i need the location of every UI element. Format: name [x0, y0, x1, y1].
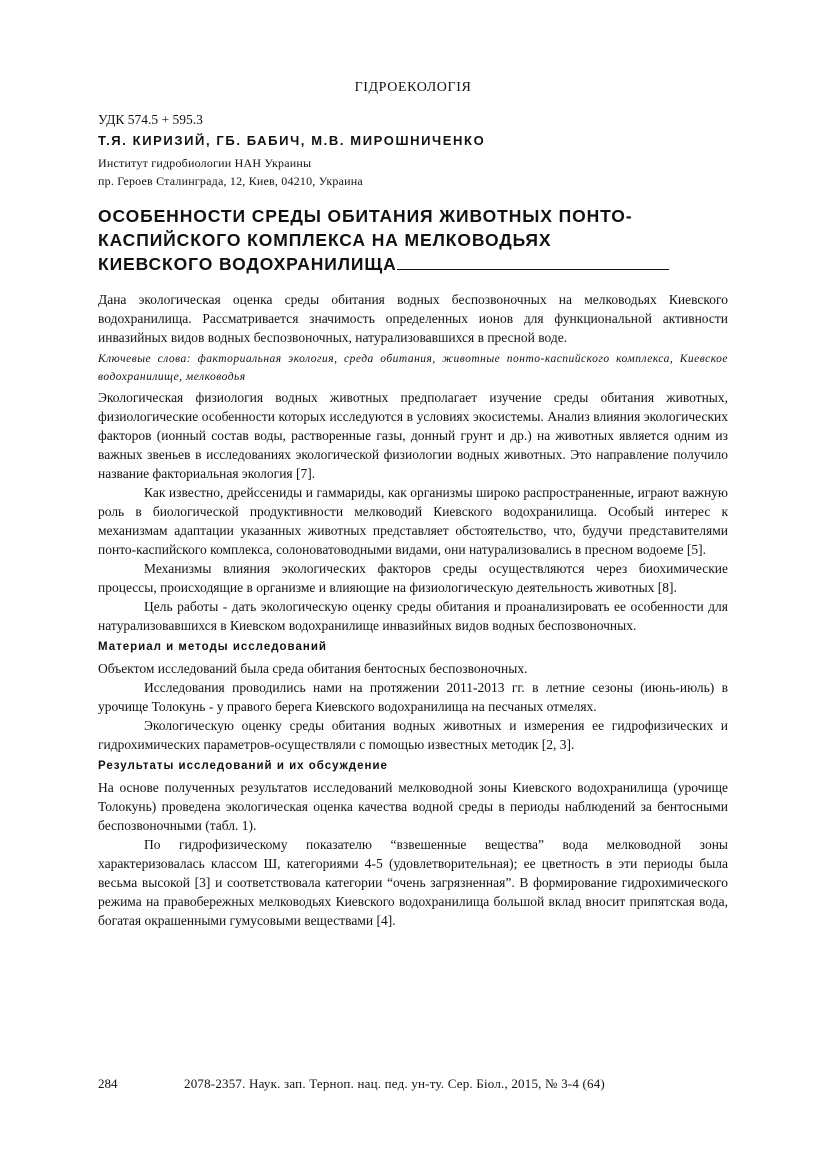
paragraph: Как известно, дрейссениды и гаммариды, как организмы широко распространенные, играют важную роль в биологической продуктивности мелководий Киевского водохранилища. Особый интерес к механизмам адаптации указанных животных представляет обстоятельство, что, будучи представителями понто-каспийского комплекса, солоноватоводными видами, они натурализовались в пресном водоеме [5].: [98, 485, 728, 557]
page-number: 284: [98, 1076, 118, 1091]
paragraph: Экологическая физиология водных животных предполагает изучение среды обитания животных, физиологические особенности которых исследуются в условиях экосистемы. Анализ влияния экологических факторов (ионный состав воды, растворенные газы, донный грунт и др.) на животных является одним из важных звеньев в исследованиях экологической физиологии водных животных. Это направление получило название факториальная экология [7].: [98, 390, 728, 481]
paragraph: Объектом исследований была среда обитания бентосных беспозвоночных.: [98, 661, 528, 676]
title-line-2: КАСПИЙСКОГО КОМПЛЕКСА НА МЕЛКОВОДЬЯХ: [98, 230, 552, 250]
paragraph: Цель работы - дать экологическую оценку среды обитания и проанализировать ее особенности для натурализовавшихся в Киевском водохранилище инвазийных видов водных беспозвоночных.: [98, 599, 728, 633]
authors: Т.Я. КИРИЗИЙ, ГБ. БАБИЧ, М.В. МИРОШНИЧЕНКО: [98, 133, 486, 148]
title-line-3: КИЕВСКОГО ВОДОХРАНИЛИЩА: [98, 254, 397, 274]
paragraph: Исследования проводились нами на протяжении 2011-2013 гг. в летние сезоны (июнь-июль) в урочище Толокунь - у правого берега Киевского водохранилища на песчаных отмелях.: [98, 680, 728, 714]
abstract: Дана экологическая оценка среды обитания водных беспозвоночных на мелководьях Киевского водохранилища. Рассматривается значимость определенных ионов для функциональной активности инвазийных видов водных беспозвоночных, натурализовавшихся в пресной воде.: [98, 292, 728, 345]
article-body: [98, 388, 728, 930]
affiliation: [98, 154, 363, 190]
section-heading-results: Результаты исследований и их обсуждение: [98, 760, 388, 772]
paragraph: Механизмы влияния экологических факторов среды осуществляются через биохимические процессы, происходящие в организме и влияющие на физиологическую деятельность животных [8].: [98, 561, 728, 595]
keywords: Ключевые слова: факториальная экология, среда обитания, животные понто-каспийского комплекса, Киевское водохранилище, мелководья: [98, 353, 728, 383]
affiliation-line-2: пр. Героев Сталинграда, 12, Киев, 04210, Украина: [98, 174, 363, 188]
udk-code: УДК 574.5 + 595.3: [98, 112, 203, 127]
journal-citation: 2078-2357. Наук. зап. Терноп. нац. пед. ун-ту. Сер. Біол., 2015, № 3-4 (64): [184, 1076, 605, 1091]
paragraph: Экологическую оценку среды обитания водных животных и измерения ее гидрофизических и гидрохимических параметров-осуществляли с помощью известных методик [2, 3].: [98, 718, 728, 752]
paragraph: На основе полученных результатов исследований мелководной зоны Киевского водохранилища (урочище Толокунь) проведена экологическая оценка качества водной среды в периоды наблюдений за бентосными беспозвоночными (табл. 1).: [98, 780, 728, 833]
title-line-1: ОСОБЕННОСТИ СРЕДЫ ОБИТАНИЯ ЖИВОТНЫХ ПОНТО-: [98, 206, 633, 226]
section-header: ГІДРОЕКОЛОГІЯ: [354, 80, 472, 95]
section-heading-methods: Материал и методы исследований: [98, 641, 327, 653]
title-underline: [397, 255, 669, 270]
article-title: [98, 204, 728, 276]
paragraph: По гидрофизическому показателю “взвешенные вещества” вода мелководной зоны характеризовалась классом Ш, категориями 4-5 (удовлетворительная); ее цветность в эти периоды была весьма высокой [3] и соответствовала категории “очень загрязненная”. В формирование гидрохимического режима на правобережных мелководьях Киевского водохранилища большой вклад вносит припятская вода, богатая окрашенными гумусовыми веществами [4].: [98, 837, 728, 928]
affiliation-line-1: Институт гидробиологии НАН Украины: [98, 156, 312, 170]
